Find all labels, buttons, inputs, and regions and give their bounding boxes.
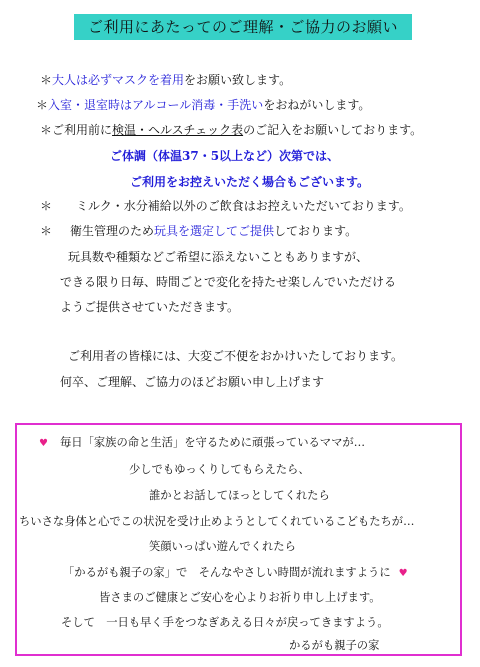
message-text: 毎日「家族の命と生活」を守るために頑張っているママが…	[59, 436, 365, 449]
heart-icon: ♥	[39, 438, 48, 449]
rule-emphasis: 入室・退室時はアルコール消毒・手洗い	[48, 98, 264, 112]
rule-mark: ＊	[40, 73, 53, 87]
rule-hand-sanitize	[36, 97, 370, 113]
rule-text: ミルク・水分補給以外のご飲食はお控えいただいております。	[76, 199, 411, 213]
rule-note-temperature: ご体調（体温37・5以上など）次第では、	[110, 149, 340, 163]
message-box	[15, 423, 462, 656]
heart-icon: ♥	[398, 568, 408, 579]
rule-text: ご利用前に	[52, 123, 113, 137]
rule-emphasis: 大人は必ずマスクを着用	[52, 73, 185, 87]
message-line: 誰かとお話してほっとしてくれたら	[149, 489, 330, 502]
page-title: ご利用にあたってのご理解・ご協力のお願い	[74, 14, 412, 40]
rule-toys-continued: ようご提供させていただきます。	[60, 300, 240, 314]
rule-toys	[40, 223, 357, 239]
rule-text: しております。	[274, 224, 358, 238]
rule-text: のご記入をお願いしております。	[243, 123, 423, 137]
message-line: 笑顔いっぱい遊んでくれたら	[149, 540, 296, 553]
message-signature: かるがも親子の家	[289, 639, 380, 652]
message-line	[63, 565, 408, 581]
message-line: ちいさな身体と心でこの状況を受け止めようとしてくれているこどもたちが…	[19, 515, 415, 528]
closing-request: 何卒、ご理解、ご協力のほどお願い申し上げます	[60, 375, 325, 389]
rule-text: 衛生管理のため	[70, 224, 155, 238]
rule-mark: ＊	[40, 123, 53, 137]
message-line: 皆さまのご健康とご安心を心よりお祈り申し上げます。	[99, 591, 381, 604]
rule-emphasis: 玩具を選定してご提供	[154, 224, 275, 238]
rule-toys-continued: できる限り日毎、時間ごとで変化を持たせ楽しんでいただける	[60, 275, 397, 289]
rule-note-refrain: ご利用をお控えいただく場合もございます。	[130, 175, 370, 189]
rule-health-check	[40, 122, 422, 138]
message-line	[39, 435, 365, 451]
message-text: 「かるがも親子の家」で そんなやさしい時間が流れますように	[63, 566, 391, 579]
rule-emphasis: 検温・ヘルスチェック表	[112, 123, 244, 137]
closing-apology: ご利用者の皆様には、大変ご不便をおかけいたしております。	[68, 349, 404, 363]
rule-mark: ＊	[40, 224, 53, 238]
message-line: 少しでもゆっくりしてもらえたら、	[129, 463, 310, 476]
message-line: そして 一日も早く手をつなぎあえる日々が戻ってきますよう。	[61, 616, 389, 629]
rule-mark: ＊	[40, 199, 53, 213]
rule-toys-continued: 玩具数や種類などご希望に添えないこともありますが、	[68, 250, 369, 264]
rule-mask	[40, 72, 291, 88]
rule-text: をおねがいします。	[263, 98, 371, 112]
rule-food-drink	[40, 198, 411, 214]
rule-mark: ＊	[36, 98, 49, 112]
rule-text: をお願い致します。	[184, 73, 292, 87]
